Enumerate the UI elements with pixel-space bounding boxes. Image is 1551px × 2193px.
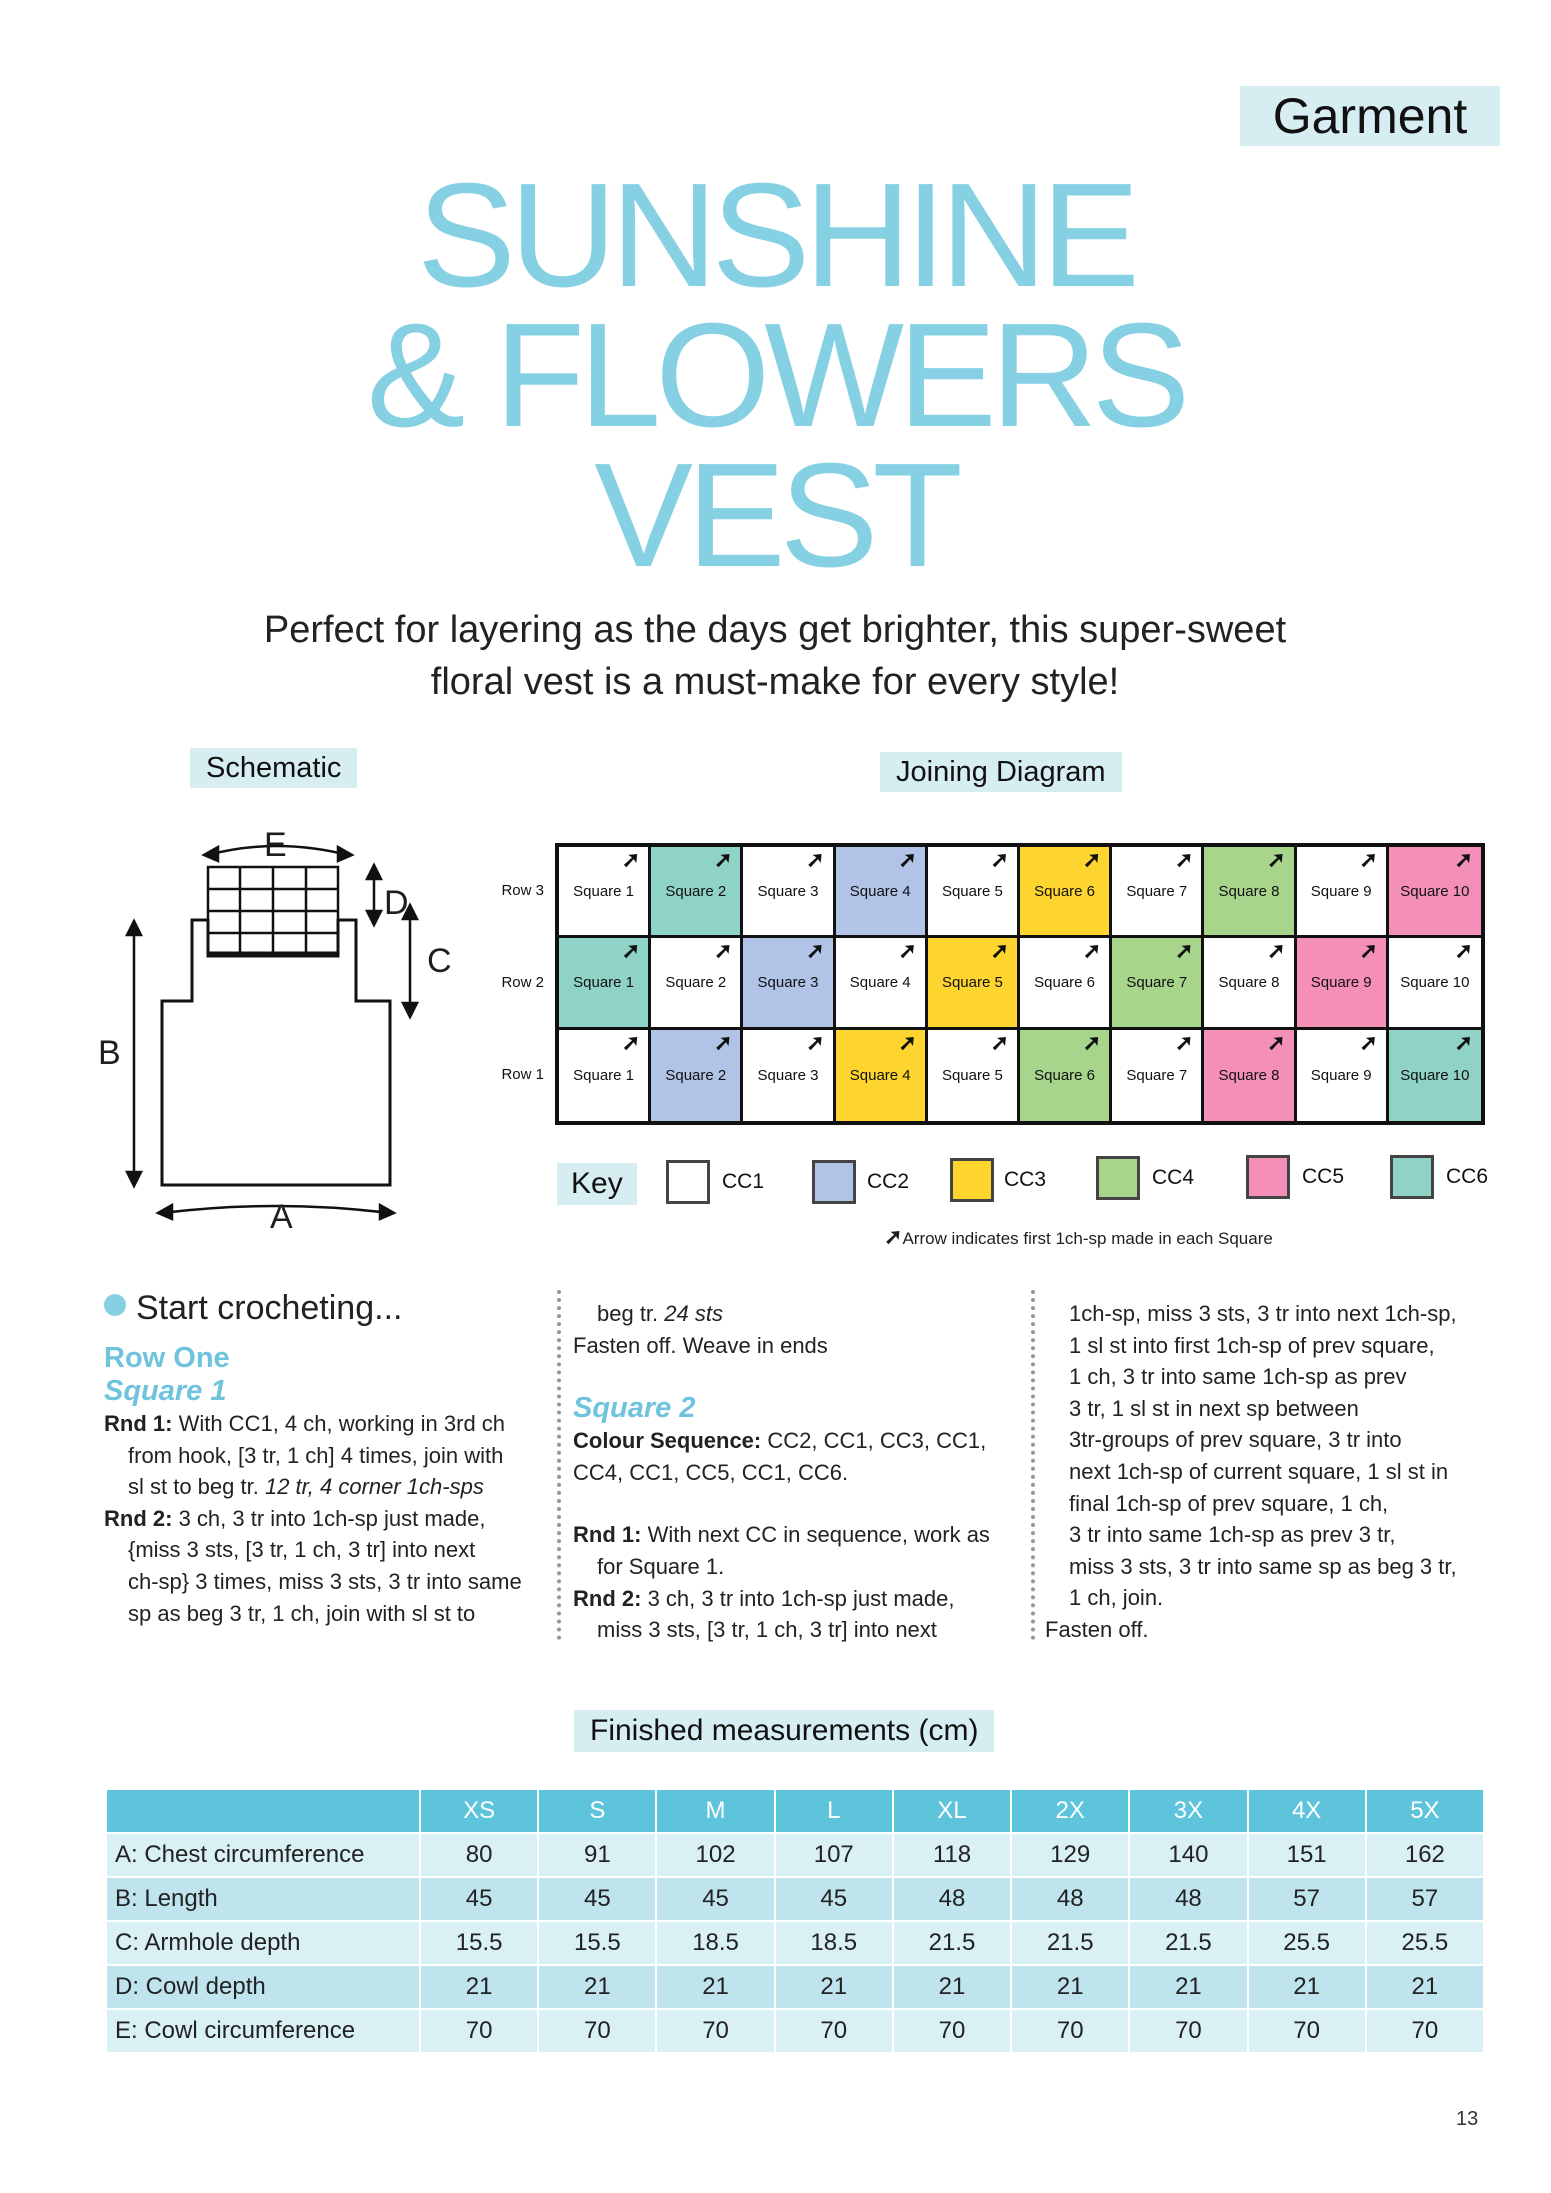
join-square <box>1297 1030 1389 1121</box>
table-row <box>107 1878 1483 1920</box>
join-square-label: Square 9 <box>1310 1066 1372 1084</box>
rnd2-label: Rnd 2: <box>104 1505 173 1531</box>
measurement-value: 21 <box>894 1966 1010 2008</box>
join-square <box>1297 847 1389 938</box>
size-header: 3X <box>1130 1790 1246 1832</box>
arrow-icon: ➚ <box>1454 847 1473 872</box>
arrow-icon: ➚ <box>1267 938 1286 964</box>
sq2-rnd2-1: 3 ch, 3 tr into 1ch-sp just made, <box>641 1585 955 1611</box>
subtitle-line-2: floral vest is a must-make for every style! <box>430 661 1120 703</box>
key-label-cc1: CC1 <box>722 1170 765 1193</box>
square-1-heading: Square 1 <box>104 1375 227 1407</box>
arrow-note <box>884 1224 1273 1250</box>
join-square-label: Square 8 <box>1218 973 1280 991</box>
dim-c-label: C <box>427 942 452 980</box>
arrow-icon: ➚ <box>898 847 917 872</box>
yarn-ball-icon <box>104 1294 126 1316</box>
col3-line: 1 sl st into first 1ch-sp of prev square, <box>1069 1332 1435 1358</box>
colour-seq-2: CC4, CC1, CC5, CC1, CC6. <box>573 1459 849 1485</box>
schematic-label: Schematic <box>190 748 357 788</box>
arrow-icon: ➚ <box>1082 938 1102 964</box>
measurement-name: A: Chest circumference <box>107 1834 419 1876</box>
title-line-3: VEST <box>594 433 957 598</box>
join-square-label: Square 9 <box>1310 882 1372 900</box>
table-row <box>107 2010 1483 2052</box>
measurement-value: 45 <box>657 1878 773 1920</box>
arrow-icon: ➚ <box>621 938 641 964</box>
join-square-label: Square 9 <box>1310 973 1372 991</box>
join-square-label: Square 8 <box>1218 1066 1280 1084</box>
measurement-value: 25.5 <box>1367 1922 1483 1964</box>
dim-b-label: B <box>98 1034 121 1072</box>
instructions-column-3 <box>1045 1298 1505 1646</box>
col2-line2: Fasten off. Weave in ends <box>573 1332 828 1358</box>
measurement-value: 151 <box>1249 1834 1365 1876</box>
measurement-value: 107 <box>776 1834 892 1876</box>
measurement-value: 21 <box>776 1966 892 2008</box>
key-swatch-cc5 <box>1246 1155 1290 1199</box>
table-row <box>107 1966 1483 2008</box>
arrow-icon: ➚ <box>713 847 733 872</box>
arrow-icon: ➚ <box>1174 938 1194 964</box>
measurement-value: 15.5 <box>421 1922 537 1964</box>
row-label-2: Row 2 <box>501 974 544 991</box>
join-square <box>1297 938 1389 1029</box>
dim-e-label: E <box>264 826 287 864</box>
measurement-value: 45 <box>776 1878 892 1920</box>
join-square-label: Square 1 <box>573 1066 635 1084</box>
col3-line: 1ch-sp, miss 3 sts, 3 tr into next 1ch-sp, <box>1069 1301 1457 1326</box>
arrow-icon: ➚ <box>1359 938 1378 964</box>
join-square-label: Square 2 <box>665 882 727 900</box>
key-label-cc6: CC6 <box>1446 1165 1489 1188</box>
measurement-value: 57 <box>1367 1878 1483 1920</box>
col3-line: final 1ch-sp of prev square, 1 ch, <box>1069 1490 1389 1516</box>
measurement-name: C: Armhole depth <box>107 1922 419 1964</box>
arrow-icon: ➚ <box>621 1029 641 1055</box>
arrow-icon: ➚ <box>990 938 1009 964</box>
measurement-value: 21.5 <box>894 1922 1010 1964</box>
arrow-icon: ➚ <box>806 847 825 872</box>
measurement-name: D: Cowl depth <box>107 1966 419 2008</box>
table-row <box>107 1922 1483 1964</box>
instructions-column-1 <box>104 1288 554 1629</box>
measurement-value: 162 <box>1367 1834 1483 1876</box>
size-header: XS <box>421 1790 537 1832</box>
join-square-label: Square 7 <box>1126 1066 1188 1084</box>
key-label-cc3: CC3 <box>1004 1168 1047 1191</box>
table-row <box>107 1834 1483 1876</box>
size-header: 4X <box>1249 1790 1365 1832</box>
dim-a-label: A <box>270 1198 293 1236</box>
arrow-icon: ➚ <box>806 1029 825 1055</box>
measurement-value: 18.5 <box>657 1922 773 1964</box>
measurement-value: 21 <box>421 1966 537 2008</box>
measurement-value: 140 <box>1130 1834 1246 1876</box>
join-square <box>743 1030 835 1121</box>
join-square <box>1204 938 1296 1029</box>
join-square-label: Square 1 <box>573 973 635 991</box>
col2-line1a: beg tr. <box>597 1301 665 1326</box>
join-square-label: Square 1 <box>573 882 635 900</box>
measurements-table <box>105 1788 1485 2054</box>
join-square <box>1389 1030 1481 1121</box>
measurement-value: 70 <box>776 2010 892 2052</box>
section-tag: Garment <box>1240 86 1500 146</box>
join-square-label: Square 8 <box>1218 882 1280 900</box>
measurement-value: 80 <box>421 1834 537 1876</box>
join-square-label: Square 10 <box>1400 882 1470 900</box>
arrow-icon: ➚ <box>806 938 825 964</box>
size-header: M <box>657 1790 773 1832</box>
join-square-label: Square 3 <box>757 882 819 900</box>
measurement-value: 70 <box>894 2010 1010 2052</box>
arrow-icon: ➚ <box>884 1224 903 1249</box>
arrow-icon: ➚ <box>1359 1029 1378 1055</box>
arrow-icon: ➚ <box>1359 847 1378 872</box>
join-square <box>1204 1030 1296 1121</box>
size-header: L <box>776 1790 892 1832</box>
arrow-icon: ➚ <box>713 1029 733 1055</box>
cowl-grid <box>208 867 338 956</box>
col3-lines <box>1045 1298 1505 1614</box>
measurement-value: 57 <box>1249 1878 1365 1920</box>
measurement-value: 21 <box>657 1966 773 2008</box>
measurement-value: 21 <box>1367 1966 1483 2008</box>
join-square-label: Square 4 <box>849 882 911 900</box>
sq2-rnd1-label: Rnd 1: <box>573 1522 642 1548</box>
join-square-label: Square 5 <box>941 1066 1003 1084</box>
key-label-cc2: CC2 <box>867 1170 910 1193</box>
sq2-rnd2-2: miss 3 sts, [3 tr, 1 ch, 3 tr] into next <box>597 1617 937 1643</box>
start-heading <box>104 1288 554 1328</box>
measurement-value: 21 <box>1249 1966 1365 2008</box>
join-square <box>651 847 743 938</box>
arrow-icon: ➚ <box>1174 1029 1194 1055</box>
key-swatch-cc6 <box>1390 1155 1434 1199</box>
col3-line: 1 ch, 3 tr into same 1ch-sp as prev <box>1069 1364 1407 1390</box>
row-label-3: Row 3 <box>501 882 544 899</box>
join-square <box>1020 1030 1112 1121</box>
rnd1-text-1: With CC1, 4 ch, working in 3rd ch <box>172 1411 506 1436</box>
page-number: 13 <box>1456 2108 1479 2130</box>
measurement-value: 21.5 <box>1012 1922 1128 1964</box>
join-square <box>1020 938 1112 1029</box>
measurement-value: 25.5 <box>1249 1922 1365 1964</box>
join-square <box>928 847 1020 938</box>
join-square-label: Square 5 <box>941 882 1003 900</box>
col3-line: 3 tr, 1 sl st in next sp between <box>1069 1395 1359 1421</box>
sq2-rnd1-2: for Square 1. <box>597 1553 725 1579</box>
subtitle <box>175 604 1375 708</box>
measurement-value: 70 <box>1367 2010 1483 2052</box>
measurement-value: 70 <box>421 2010 537 2052</box>
measurement-value: 70 <box>539 2010 655 2052</box>
title-line-1: SUNSHINE <box>417 153 1134 318</box>
rnd1-text-3a: sl st to beg tr. <box>128 1474 265 1500</box>
measurement-value: 48 <box>894 1878 1010 1920</box>
measurement-value: 15.5 <box>539 1922 655 1964</box>
join-square <box>928 1030 1020 1121</box>
joining-diagram-label: Joining Diagram <box>880 752 1122 792</box>
join-square <box>1112 938 1204 1029</box>
col3-line: 3tr-groups of prev square, 3 tr into <box>1069 1427 1402 1453</box>
colour-seq-1: CC2, CC1, CC3, CC1, <box>761 1428 987 1454</box>
join-square <box>928 938 1020 1029</box>
join-square-label: Square 10 <box>1400 973 1470 991</box>
join-square <box>1112 1030 1204 1121</box>
arrow-icon: ➚ <box>1454 1029 1473 1055</box>
col3-line: 1 ch, join. <box>1069 1585 1164 1611</box>
measurement-value: 21 <box>1130 1966 1246 2008</box>
join-square <box>1112 847 1204 938</box>
rnd1-label: Rnd 1: <box>104 1411 173 1436</box>
join-square <box>743 938 835 1029</box>
measurement-value: 21.5 <box>1130 1922 1246 1964</box>
arrow-icon: ➚ <box>990 847 1009 872</box>
rnd2-text-1: 3 ch, 3 tr into 1ch-sp just made, <box>172 1505 486 1531</box>
column-divider-2 <box>1031 1290 1035 1640</box>
measurement-value: 70 <box>1249 2010 1365 2052</box>
join-square-label: Square 2 <box>665 1066 727 1084</box>
measurement-value: 45 <box>421 1878 537 1920</box>
measurement-value: 18.5 <box>776 1922 892 1964</box>
rnd2-text-4: sp as beg 3 tr, 1 ch, join with sl st to <box>128 1600 476 1626</box>
size-header: 5X <box>1367 1790 1483 1832</box>
measurement-name: E: Cowl circumference <box>107 2010 419 2052</box>
join-square <box>559 938 651 1029</box>
rnd1-text-3b: 12 tr, 4 corner 1ch-sps <box>264 1474 484 1500</box>
join-square <box>1389 847 1481 938</box>
arrow-icon: ➚ <box>713 938 733 964</box>
join-square <box>1204 847 1296 938</box>
dim-d-label: D <box>384 884 409 922</box>
join-square-label: Square 4 <box>849 1066 911 1084</box>
row-label-1: Row 1 <box>501 1066 544 1083</box>
colour-seq-label: Colour Sequence: <box>573 1428 762 1454</box>
join-square-label: Square 3 <box>757 973 819 991</box>
measurement-value: 91 <box>539 1834 655 1876</box>
join-square <box>559 847 651 938</box>
measurement-value: 70 <box>1012 2010 1128 2052</box>
join-square <box>1389 938 1481 1029</box>
size-header: XL <box>894 1790 1010 1832</box>
measurement-value: 118 <box>894 1834 1010 1876</box>
arrow-note-text: Arrow indicates first 1ch-sp made in each Square <box>902 1229 1273 1248</box>
vest-outline <box>162 920 390 1185</box>
key-label: Key <box>557 1163 637 1205</box>
key-swatch-cc1 <box>666 1160 710 1204</box>
arrow-icon: ➚ <box>1267 1029 1286 1055</box>
measurement-value: 70 <box>657 2010 773 2052</box>
arrow-icon: ➚ <box>898 938 917 964</box>
arrow-icon: ➚ <box>898 1029 917 1055</box>
join-square-label: Square 2 <box>665 973 727 991</box>
column-divider-1 <box>557 1290 561 1640</box>
arrow-icon: ➚ <box>1174 847 1194 872</box>
col3-line: next 1ch-sp of current square, 1 sl st in <box>1069 1458 1449 1484</box>
join-square <box>559 1030 651 1121</box>
join-square-label: Square 3 <box>757 1066 819 1084</box>
arrow-icon: ➚ <box>1082 847 1102 872</box>
join-square <box>836 938 928 1029</box>
schematic-drawing <box>90 815 490 1235</box>
subtitle-line-1: Perfect for layering as the days get brighter, this super-sweet <box>263 609 1287 651</box>
rnd2-text-2: {miss 3 sts, [3 tr, 1 ch, 3 tr] into next <box>128 1537 476 1563</box>
header-blank-cell <box>107 1790 419 1832</box>
join-square-label: Square 6 <box>1034 882 1096 900</box>
join-square <box>743 847 835 938</box>
measurement-value: 21 <box>539 1966 655 2008</box>
key-label-cc4: CC4 <box>1152 1166 1195 1189</box>
arrow-icon: ➚ <box>1082 1029 1102 1055</box>
joining-grid <box>555 843 1485 1125</box>
size-header-row <box>107 1790 1483 1832</box>
col2-line1b: 24 sts <box>664 1301 723 1326</box>
join-square-label: Square 6 <box>1034 1066 1096 1084</box>
key-swatch-cc2 <box>812 1160 856 1204</box>
col3-line: miss 3 sts, 3 tr into same sp as beg 3 tr, <box>1069 1553 1457 1579</box>
sq2-rnd2-label: Rnd 2: <box>573 1585 642 1611</box>
join-square <box>651 938 743 1029</box>
col3-fasten: Fasten off. <box>1045 1616 1149 1642</box>
join-square-label: Square 5 <box>941 973 1003 991</box>
join-square-label: Square 7 <box>1126 882 1188 900</box>
join-square <box>836 1030 928 1121</box>
join-square-label: Square 4 <box>849 973 911 991</box>
measurement-name: B: Length <box>107 1878 419 1920</box>
title-line-2: & FLOWERS <box>366 293 1185 458</box>
join-square-label: Square 6 <box>1034 973 1096 991</box>
join-square-label: Square 7 <box>1126 973 1188 991</box>
measurement-value: 48 <box>1012 1878 1128 1920</box>
measurement-value: 129 <box>1012 1834 1128 1876</box>
measurement-value: 21 <box>1012 1966 1128 2008</box>
join-square-label: Square 10 <box>1400 1066 1470 1084</box>
join-square <box>1020 847 1112 938</box>
arrow-icon: ➚ <box>990 1029 1009 1055</box>
key-swatch-cc3 <box>950 1158 994 1202</box>
arrow-icon: ➚ <box>1267 847 1286 872</box>
measurements-label: Finished measurements (cm) <box>574 1710 994 1752</box>
col3-line: 3 tr into same 1ch-sp as prev 3 tr, <box>1069 1522 1396 1548</box>
start-heading-text: Start crocheting... <box>136 1289 403 1327</box>
measurement-value: 102 <box>657 1834 773 1876</box>
row-one-heading: Row One <box>104 1342 230 1374</box>
size-header: 2X <box>1012 1790 1128 1832</box>
arrow-icon: ➚ <box>621 847 641 872</box>
key-label-cc5: CC5 <box>1302 1165 1345 1188</box>
instructions-column-2 <box>573 1298 1023 1646</box>
arrow-icon: ➚ <box>1454 938 1473 964</box>
size-header: S <box>539 1790 655 1832</box>
square-2-heading: Square 2 <box>573 1392 696 1425</box>
measurement-value: 70 <box>1130 2010 1246 2052</box>
join-square <box>651 1030 743 1121</box>
rnd1-text-2: from hook, [3 tr, 1 ch] 4 times, join with <box>128 1442 504 1468</box>
measurement-value: 45 <box>539 1878 655 1920</box>
sq2-rnd1-1: With next CC in sequence, work as <box>641 1522 990 1548</box>
join-square <box>836 847 928 938</box>
measurement-value: 48 <box>1130 1878 1246 1920</box>
rnd2-text-3: ch-sp} 3 times, miss 3 sts, 3 tr into same <box>128 1568 522 1594</box>
key-swatch-cc4 <box>1096 1156 1140 1200</box>
